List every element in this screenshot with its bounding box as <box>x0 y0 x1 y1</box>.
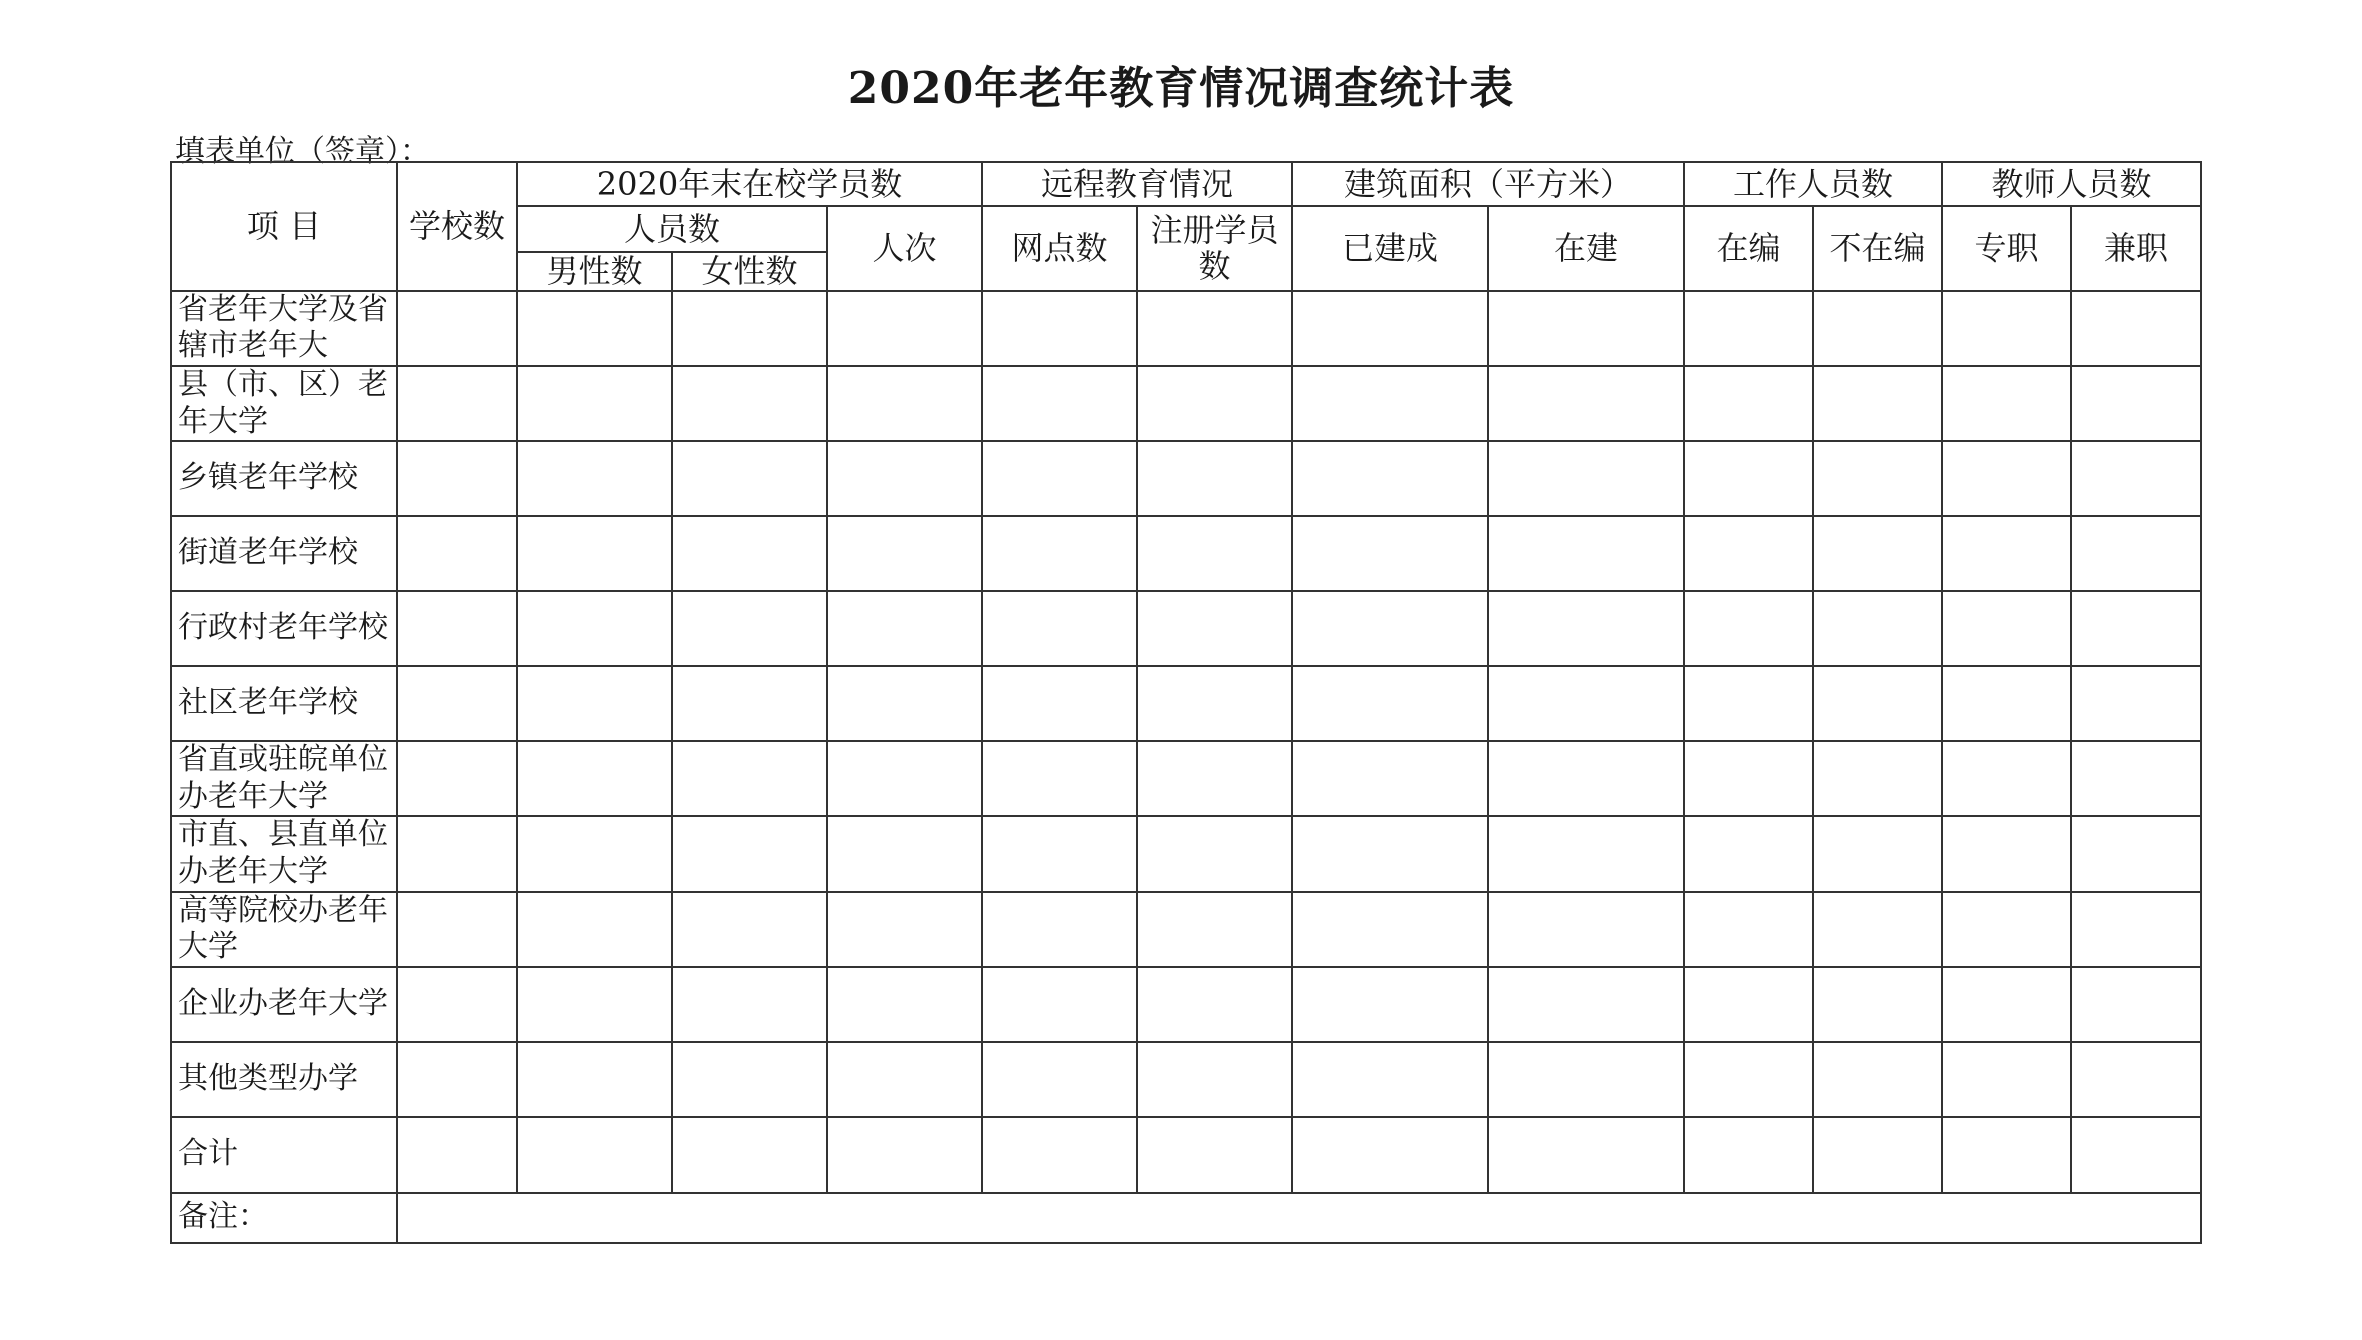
data-cell[interactable] <box>1137 291 1292 366</box>
data-cell[interactable] <box>982 892 1137 967</box>
data-cell[interactable] <box>1488 1117 1684 1193</box>
row-label: 合计 <box>171 1117 397 1193</box>
data-cell[interactable] <box>1137 967 1292 1042</box>
data-cell[interactable] <box>1813 967 1942 1042</box>
data-cell[interactable] <box>1488 1042 1684 1117</box>
data-cell[interactable] <box>1488 741 1684 816</box>
data-cell[interactable] <box>1813 591 1942 666</box>
data-cell[interactable] <box>672 741 827 816</box>
table-row <box>171 516 2201 591</box>
data-cell[interactable] <box>2071 366 2201 441</box>
header-off-staff: 不在编 <box>1813 206 1942 291</box>
data-cell[interactable] <box>2071 1042 2201 1117</box>
data-cell[interactable] <box>1942 516 2071 591</box>
table-row <box>171 366 2201 441</box>
data-cell[interactable] <box>1684 366 1813 441</box>
data-cell[interactable] <box>1813 741 1942 816</box>
row-label: 市直、县直单位办老年大学 <box>171 816 397 891</box>
data-cell[interactable] <box>1292 516 1488 591</box>
data-cell[interactable] <box>1942 892 2071 967</box>
data-cell[interactable] <box>1813 1042 1942 1117</box>
data-cell[interactable] <box>397 366 517 441</box>
data-cell[interactable] <box>1488 666 1684 741</box>
data-cell[interactable] <box>397 666 517 741</box>
header-staff: 工作人员数 <box>1684 162 1942 206</box>
document-title: 2020年老年教育情况调查统计表 <box>847 63 1515 114</box>
data-cell[interactable] <box>827 816 982 891</box>
table-row <box>171 967 2201 1042</box>
table-row <box>171 1042 2201 1117</box>
data-cell[interactable] <box>1813 291 1942 366</box>
data-cell[interactable] <box>1137 516 1292 591</box>
data-cell[interactable] <box>1292 591 1488 666</box>
row-label: 社区老年学校 <box>171 666 397 741</box>
row-label: 乡镇老年学校 <box>171 441 397 516</box>
data-cell[interactable] <box>827 366 982 441</box>
data-cell[interactable] <box>1488 441 1684 516</box>
table-row <box>171 1117 2201 1193</box>
header-persons: 人员数 <box>517 206 827 252</box>
data-cell[interactable] <box>1137 741 1292 816</box>
data-cell[interactable] <box>1684 441 1813 516</box>
header-on-staff: 在编 <box>1684 206 1813 291</box>
header-row-1 <box>171 162 2201 206</box>
data-cell[interactable] <box>2071 741 2201 816</box>
header-students-2020: 2020年末在校学员数 <box>517 162 982 206</box>
data-cell[interactable] <box>1942 1117 2071 1193</box>
data-cell[interactable] <box>1684 666 1813 741</box>
data-cell[interactable] <box>1942 967 2071 1042</box>
data-cell[interactable] <box>1684 516 1813 591</box>
table-row <box>171 741 2201 816</box>
table-body <box>171 291 2201 1193</box>
table-row <box>171 441 2201 516</box>
data-cell[interactable] <box>1292 816 1488 891</box>
data-cell[interactable] <box>982 666 1137 741</box>
data-cell[interactable] <box>672 291 827 366</box>
data-cell[interactable] <box>1488 516 1684 591</box>
data-cell[interactable] <box>827 591 982 666</box>
data-cell[interactable] <box>827 741 982 816</box>
survey-table <box>170 161 2202 1244</box>
data-cell[interactable] <box>2071 516 2201 591</box>
data-cell[interactable] <box>1137 666 1292 741</box>
header-teachers: 教师人员数 <box>1942 162 2201 206</box>
data-cell[interactable] <box>1292 291 1488 366</box>
data-cell[interactable] <box>397 892 517 967</box>
table-row <box>171 291 2201 366</box>
data-cell[interactable] <box>397 741 517 816</box>
data-cell[interactable] <box>2071 666 2201 741</box>
data-cell[interactable] <box>1942 1042 2071 1117</box>
data-cell[interactable] <box>1684 892 1813 967</box>
data-cell[interactable] <box>2071 1117 2201 1193</box>
data-cell[interactable] <box>827 666 982 741</box>
data-cell[interactable] <box>1137 892 1292 967</box>
data-cell[interactable] <box>982 366 1137 441</box>
data-cell[interactable] <box>397 516 517 591</box>
data-cell[interactable] <box>982 291 1137 366</box>
data-cell[interactable] <box>672 516 827 591</box>
data-cell[interactable] <box>827 291 982 366</box>
data-cell[interactable] <box>2071 892 2201 967</box>
header-network-points: 网点数 <box>982 206 1137 291</box>
data-cell[interactable] <box>397 816 517 891</box>
data-cell[interactable] <box>672 816 827 891</box>
note-value-cell[interactable] <box>397 1193 2201 1243</box>
data-cell[interactable] <box>672 366 827 441</box>
data-cell[interactable] <box>1684 1042 1813 1117</box>
data-cell[interactable] <box>1684 816 1813 891</box>
data-cell[interactable] <box>1488 967 1684 1042</box>
data-cell[interactable] <box>2071 967 2201 1042</box>
header-part-time: 兼职 <box>2071 206 2201 291</box>
data-cell[interactable] <box>1942 591 2071 666</box>
data-cell[interactable] <box>1813 816 1942 891</box>
data-cell[interactable] <box>982 1042 1137 1117</box>
row-label: 企业办老年大学 <box>171 967 397 1042</box>
data-cell[interactable] <box>1292 892 1488 967</box>
data-cell[interactable] <box>672 666 827 741</box>
data-cell[interactable] <box>982 741 1137 816</box>
data-cell[interactable] <box>1813 366 1942 441</box>
data-cell[interactable] <box>1488 366 1684 441</box>
data-cell[interactable] <box>1137 816 1292 891</box>
data-cell[interactable] <box>517 816 672 891</box>
data-cell[interactable] <box>517 591 672 666</box>
data-cell[interactable] <box>827 892 982 967</box>
data-cell[interactable] <box>982 816 1137 891</box>
data-cell[interactable] <box>1292 967 1488 1042</box>
data-cell[interactable] <box>2071 591 2201 666</box>
data-cell[interactable] <box>1292 741 1488 816</box>
row-label: 县（市、区）老年大学 <box>171 366 397 441</box>
row-label: 省直或驻皖单位办老年大学 <box>171 741 397 816</box>
data-cell[interactable] <box>1137 1042 1292 1117</box>
data-cell[interactable] <box>517 366 672 441</box>
data-cell[interactable] <box>1684 967 1813 1042</box>
data-cell[interactable] <box>827 1042 982 1117</box>
data-cell[interactable] <box>1813 892 1942 967</box>
header-built: 已建成 <box>1292 206 1488 291</box>
data-cell[interactable] <box>517 741 672 816</box>
data-cell[interactable] <box>672 1117 827 1193</box>
header-school-count: 学校数 <box>397 162 517 291</box>
data-cell[interactable] <box>2071 441 2201 516</box>
data-cell[interactable] <box>517 666 672 741</box>
note-row <box>171 1193 2201 1243</box>
data-cell[interactable] <box>2071 291 2201 366</box>
row-label: 其他类型办学 <box>171 1042 397 1117</box>
data-cell[interactable] <box>1292 366 1488 441</box>
data-cell[interactable] <box>397 1117 517 1193</box>
data-cell[interactable] <box>1488 591 1684 666</box>
header-item: 项 目 <box>171 162 397 291</box>
data-cell[interactable] <box>397 291 517 366</box>
data-cell[interactable] <box>672 591 827 666</box>
header-building-area: 建筑面积（平方米） <box>1292 162 1684 206</box>
data-cell[interactable] <box>397 591 517 666</box>
data-cell[interactable] <box>517 1117 672 1193</box>
header-remote-education: 远程教育情况 <box>982 162 1292 206</box>
data-cell[interactable] <box>1813 441 1942 516</box>
data-cell[interactable] <box>397 967 517 1042</box>
table-row <box>171 666 2201 741</box>
data-cell[interactable] <box>1292 1117 1488 1193</box>
row-label: 街道老年学校 <box>171 516 397 591</box>
header-registered: 注册学员数 <box>1137 206 1292 291</box>
header-female: 女性数 <box>672 252 827 291</box>
row-label: 高等院校办老年大学 <box>171 892 397 967</box>
data-cell[interactable] <box>1292 441 1488 516</box>
data-cell[interactable] <box>672 967 827 1042</box>
data-cell[interactable] <box>672 1042 827 1117</box>
data-cell[interactable] <box>1813 516 1942 591</box>
data-cell[interactable] <box>1137 591 1292 666</box>
data-cell[interactable] <box>982 1117 1137 1193</box>
data-cell[interactable] <box>2071 816 2201 891</box>
data-cell[interactable] <box>982 441 1137 516</box>
header-person-times: 人次 <box>827 206 982 291</box>
note-label: 备注： <box>171 1193 397 1243</box>
data-cell[interactable] <box>1813 1117 1942 1193</box>
row-label: 行政村老年学校 <box>171 591 397 666</box>
data-cell[interactable] <box>982 967 1137 1042</box>
header-male: 男性数 <box>517 252 672 291</box>
data-cell[interactable] <box>1137 1117 1292 1193</box>
data-cell[interactable] <box>1942 366 2071 441</box>
data-cell[interactable] <box>517 516 672 591</box>
data-cell[interactable] <box>517 967 672 1042</box>
header-under-construction: 在建 <box>1488 206 1684 291</box>
data-cell[interactable] <box>1488 892 1684 967</box>
data-cell[interactable] <box>1942 441 2071 516</box>
data-cell[interactable] <box>1292 1042 1488 1117</box>
header-full-time: 专职 <box>1942 206 2071 291</box>
data-cell[interactable] <box>1813 666 1942 741</box>
data-cell[interactable] <box>827 1117 982 1193</box>
data-cell[interactable] <box>397 441 517 516</box>
data-cell[interactable] <box>1942 816 2071 891</box>
data-cell[interactable] <box>672 441 827 516</box>
data-cell[interactable] <box>517 441 672 516</box>
data-cell[interactable] <box>827 441 982 516</box>
filler-unit-label: 填表单位（签章）： <box>175 134 430 169</box>
table-row <box>171 591 2201 666</box>
data-cell[interactable] <box>1488 291 1684 366</box>
table-row <box>171 892 2201 967</box>
data-cell[interactable] <box>1684 1117 1813 1193</box>
data-cell[interactable] <box>672 892 827 967</box>
data-cell[interactable] <box>397 1042 517 1117</box>
table-row <box>171 816 2201 891</box>
data-cell[interactable] <box>517 892 672 967</box>
data-cell[interactable] <box>1488 816 1684 891</box>
data-cell[interactable] <box>982 591 1137 666</box>
data-cell[interactable] <box>827 967 982 1042</box>
data-cell[interactable] <box>1942 666 2071 741</box>
data-cell[interactable] <box>982 516 1137 591</box>
data-cell[interactable] <box>1684 741 1813 816</box>
data-cell[interactable] <box>1684 591 1813 666</box>
data-cell[interactable] <box>827 516 982 591</box>
data-cell[interactable] <box>1942 291 2071 366</box>
data-cell[interactable] <box>1292 666 1488 741</box>
row-label: 省老年大学及省辖市老年大 <box>171 291 397 366</box>
data-cell[interactable] <box>517 291 672 366</box>
data-cell[interactable] <box>1942 741 2071 816</box>
data-cell[interactable] <box>1684 291 1813 366</box>
data-cell[interactable] <box>517 1042 672 1117</box>
data-cell[interactable] <box>1137 441 1292 516</box>
data-cell[interactable] <box>1137 366 1292 441</box>
